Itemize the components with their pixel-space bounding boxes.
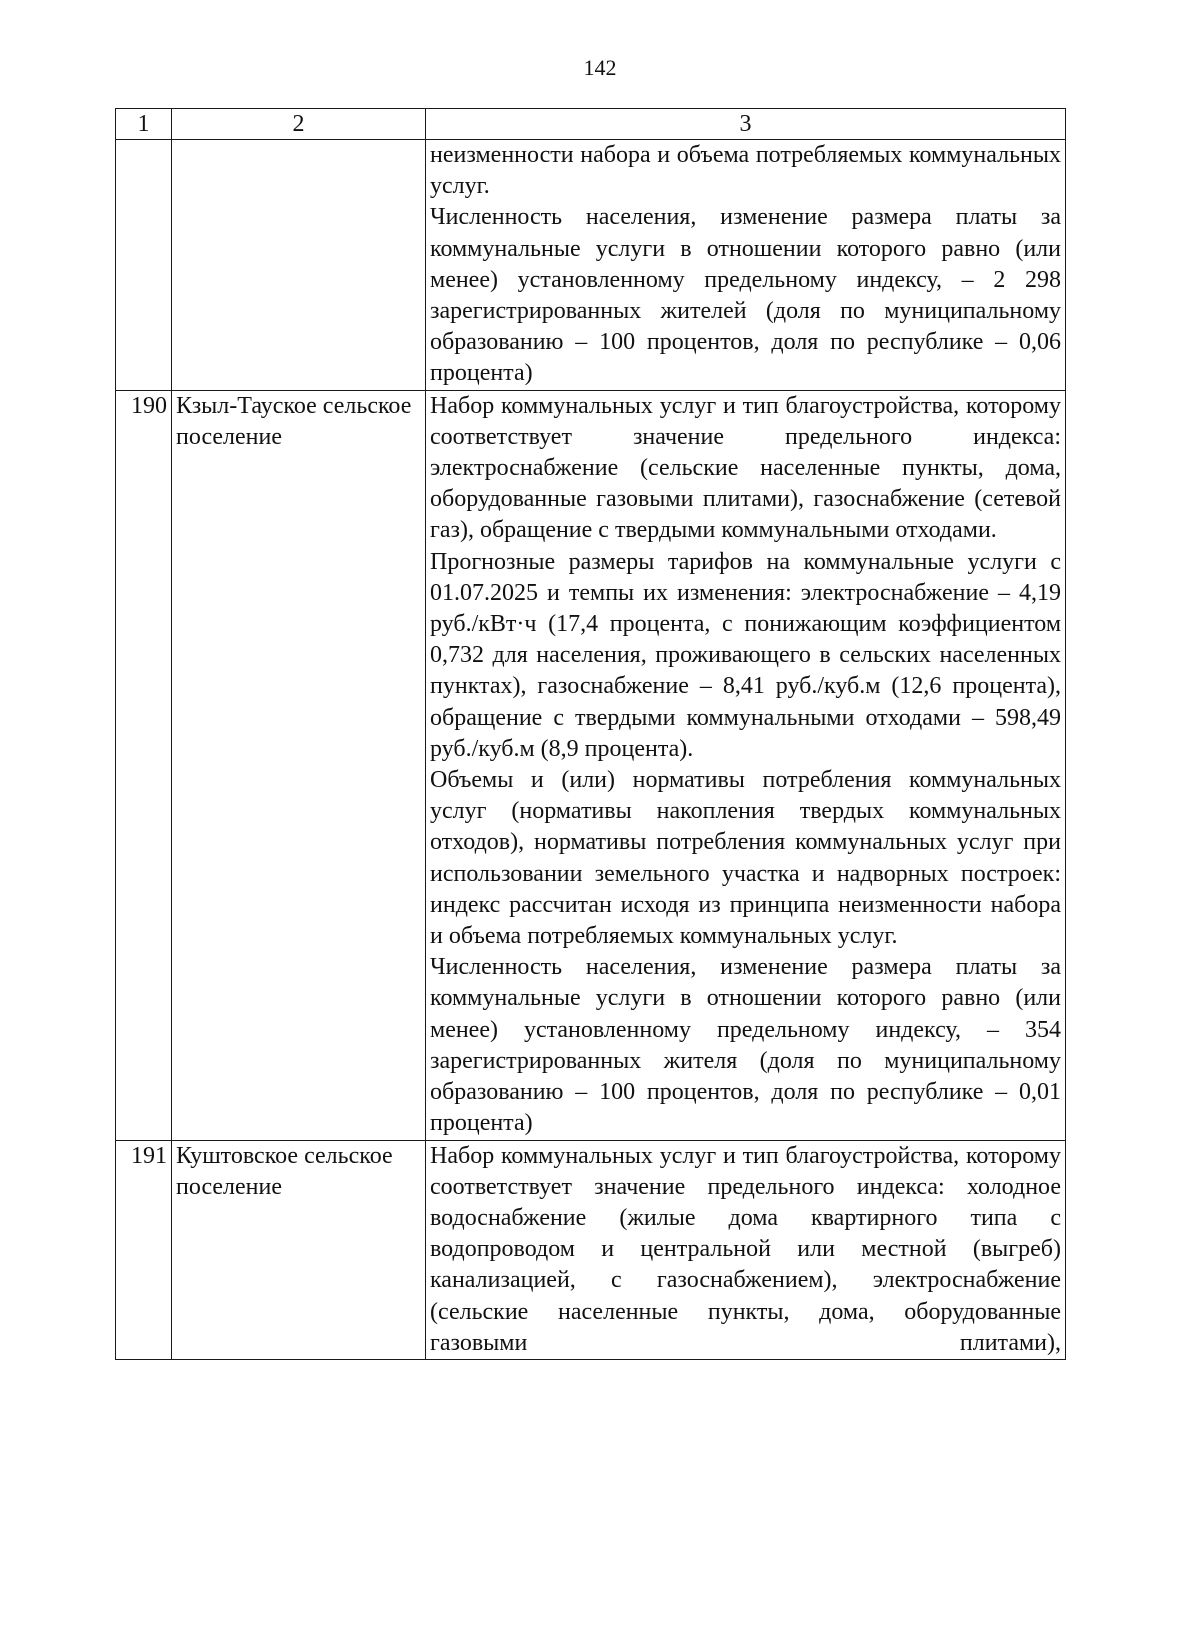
row-number <box>116 140 172 391</box>
municipality-name: Кзыл-Тауское сельское поселение <box>172 390 426 1140</box>
row-number: 190 <box>116 390 172 1140</box>
description-paragraph: Прогнозные размеры тарифов на коммунальные услуги с 01.07.2025 и темпы их изменения: электроснабжение – 4,19 руб./кВт·ч (17,4 процента, с понижающим коэффициентом 0,732 для населения, проживающего в сельских населенных пунктах), газоснабжение – 8,41 руб./куб.м (12,6 процента), обращение с твердыми коммунальными отходами – 598,49 руб./куб.м (8,9 процента). <box>430 548 1061 762</box>
page-number: 142 <box>583 55 617 80</box>
municipality-name <box>172 140 426 391</box>
header-cell-2: 2 <box>172 109 426 140</box>
table-row <box>116 390 1066 1140</box>
header-cell-3: 3 <box>426 109 1066 140</box>
description-paragraph: Численность населения, изменение размера платы за коммунальные услуги в отношении которого равно (или менее) установленному предельному индексу, – 2 298 зарегистрированных жителей (доля по муниципальному образованию – 100 процентов, доля по республике – 0,06 процента) <box>430 204 1061 387</box>
table-row <box>116 1140 1066 1359</box>
description-paragraph: Численность населения, изменение размера платы за коммунальные услуги в отношении которого равно (или менее) установленному предельному индексу, – 354 зарегистрированных жителя (доля по муниципальному образованию – 100 процентов, доля по республике – 0,01 процента) <box>430 954 1061 1137</box>
description-paragraph: неизменности набора и объема потребляемых коммунальных услуг. <box>430 142 1061 200</box>
description-paragraph: Набор коммунальных услуг и тип благоустройства, которому соответствует значение предельного индекса: электроснабжение (сельские населенные пункты, дома, оборудованные газовыми плитами), газоснабжение (сетевой газ), обращение с твердыми коммунальными отходами. <box>430 392 1061 544</box>
description-paragraph: Объемы и (или) нормативы потребления коммунальных услуг (нормативы накопления твердых коммунальных отходов), нормативы потребления коммунальных услуг при использовании земельного участка и надворных построек: индекс рассчитан исходя из принципа неизменности набора и объема потребляемых коммунальных услуг. <box>430 767 1061 950</box>
index-description <box>426 140 1066 391</box>
description-paragraph: Набор коммунальных услуг и тип благоустройства, которому соответствует значение предельного индекса: холодное водоснабжение (жилые дома квартирного типа с водопроводом и центральной или местной (выгреб) канализацией, с газоснабжением), электроснабжение (сельские населенные пункты, дома, оборудованные газовыми плитами), <box>430 1142 1061 1356</box>
table-header-row <box>116 109 1066 140</box>
municipality-name: Куштовское сельское поселение <box>172 1140 426 1359</box>
table-row <box>116 140 1066 391</box>
index-description <box>426 390 1066 1140</box>
index-description <box>426 1140 1066 1359</box>
header-cell-1: 1 <box>116 109 172 140</box>
row-number: 191 <box>116 1140 172 1359</box>
index-table <box>115 108 1066 1360</box>
